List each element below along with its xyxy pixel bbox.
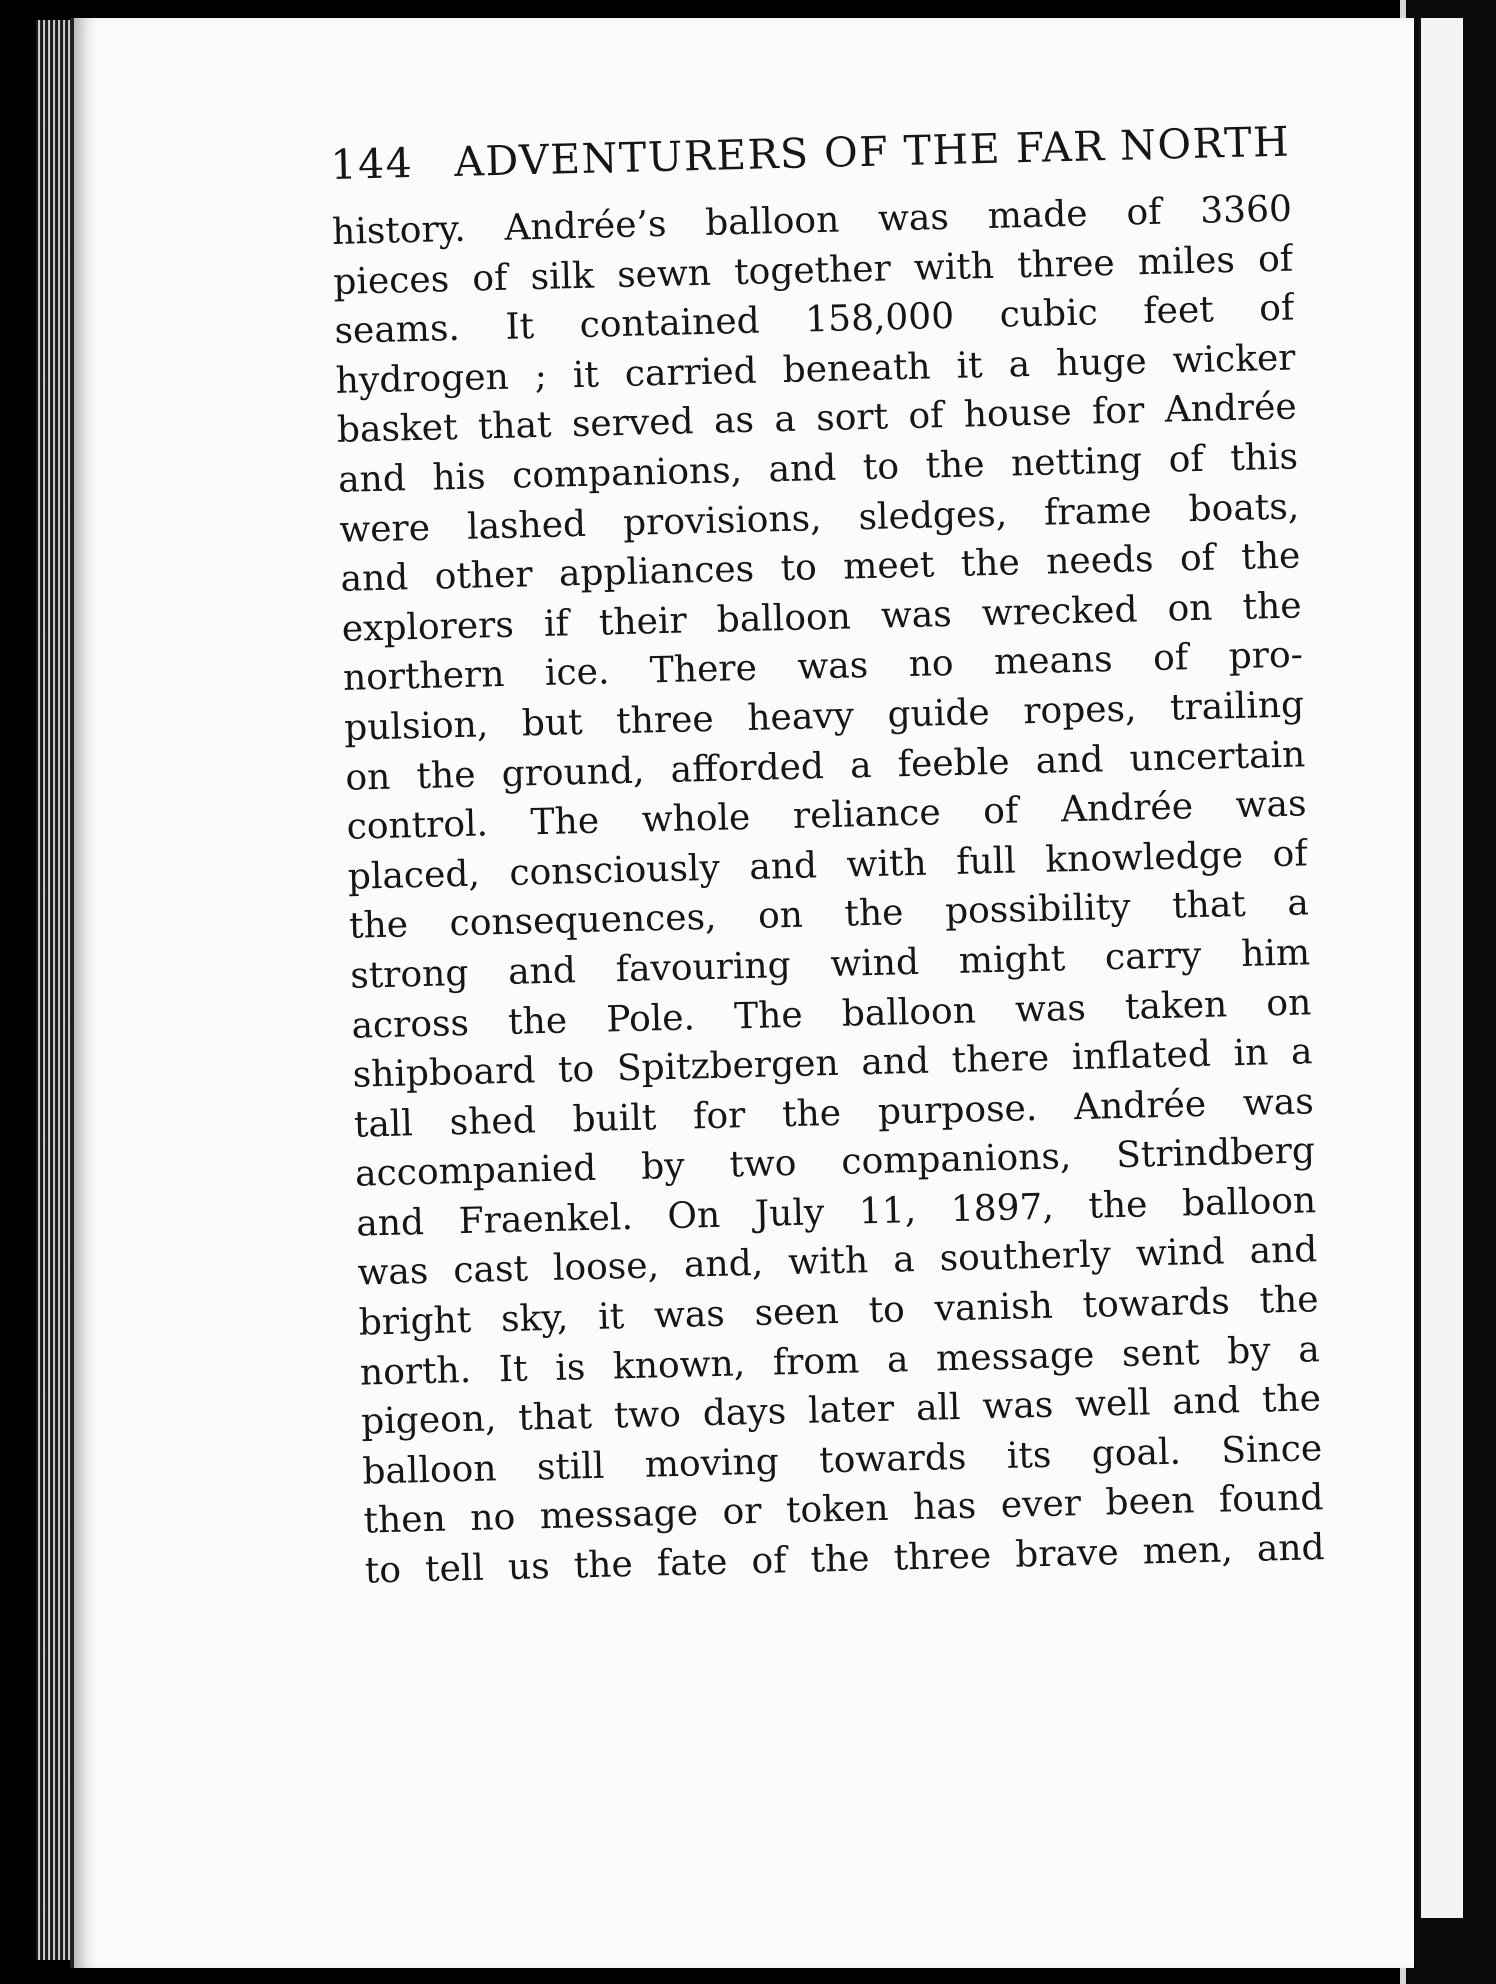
text-line: balloon still moving towards its goal. Since [361,1427,1323,1493]
facing-page-edge [1418,18,1481,1918]
text-line: and his companions, and to the netting of this [337,436,1299,501]
text-line: across the Pole. The balloon was taken on [351,981,1312,1047]
text-line: history. Andrée’s balloon was made of 3360 [331,188,1293,253]
text-line: basket that served as a sort of house for Andrée [336,386,1298,452]
text-line: was cast loose, and, with a southerly wind and [357,1229,1318,1295]
text-line: the consequences, on the possibility that a [348,882,1310,948]
text-line: then no message or token has ever been found [363,1477,1324,1543]
text-line: accompanied by two companions, Strindberg [354,1130,1316,1195]
text-line: strong and favouring wind might carry him [349,932,1311,997]
text-line: northern ice. There was no means of pro- [342,634,1304,700]
text-line: on the ground, afforded a feeble and uncertain [344,733,1306,799]
running-title: ADVENTURERS OF THE FAR NORTH [453,117,1291,186]
text-line: seams. It contained 158,000 cubic feet of [334,287,1295,353]
page-number: 144 [329,138,414,189]
text-line: shipboard to Spitzbergen and there inflated in a [352,1031,1313,1096]
text-line: tall shed built for the purpose. Andrée was [353,1080,1315,1146]
text-line: and Fraenkel. On July 11, 1897, the balloon [355,1180,1317,1245]
text-line: explorers if their balloon was wrecked on the [341,585,1303,650]
text-line: pieces of silk sewn together with three miles of [332,238,1294,303]
text-line: and other appliances to meet the needs of the [340,535,1301,601]
text-line: pigeon, that two days later all was well and the [360,1378,1322,1443]
text-line: hydrogen ; it carried beneath it a huge wicker [335,337,1296,402]
text-line: to tell us the fate of the three brave men, and [364,1527,1326,1592]
text-line: control. The whole reliance of Andrée was [346,783,1307,848]
body-text [332,185,1326,1597]
text-line: bright sky, it was seen to vanish towards the [358,1279,1320,1344]
page-text [329,117,1326,1597]
text-line: placed, consciously and with full knowledge of [347,833,1309,898]
text-line: pulsion, but three heavy guide ropes, trailing [343,684,1305,749]
text-line: north. It is known, from a message sent by a [359,1328,1321,1394]
text-line: were lashed provisions, sledges, frame boats, [338,485,1300,551]
